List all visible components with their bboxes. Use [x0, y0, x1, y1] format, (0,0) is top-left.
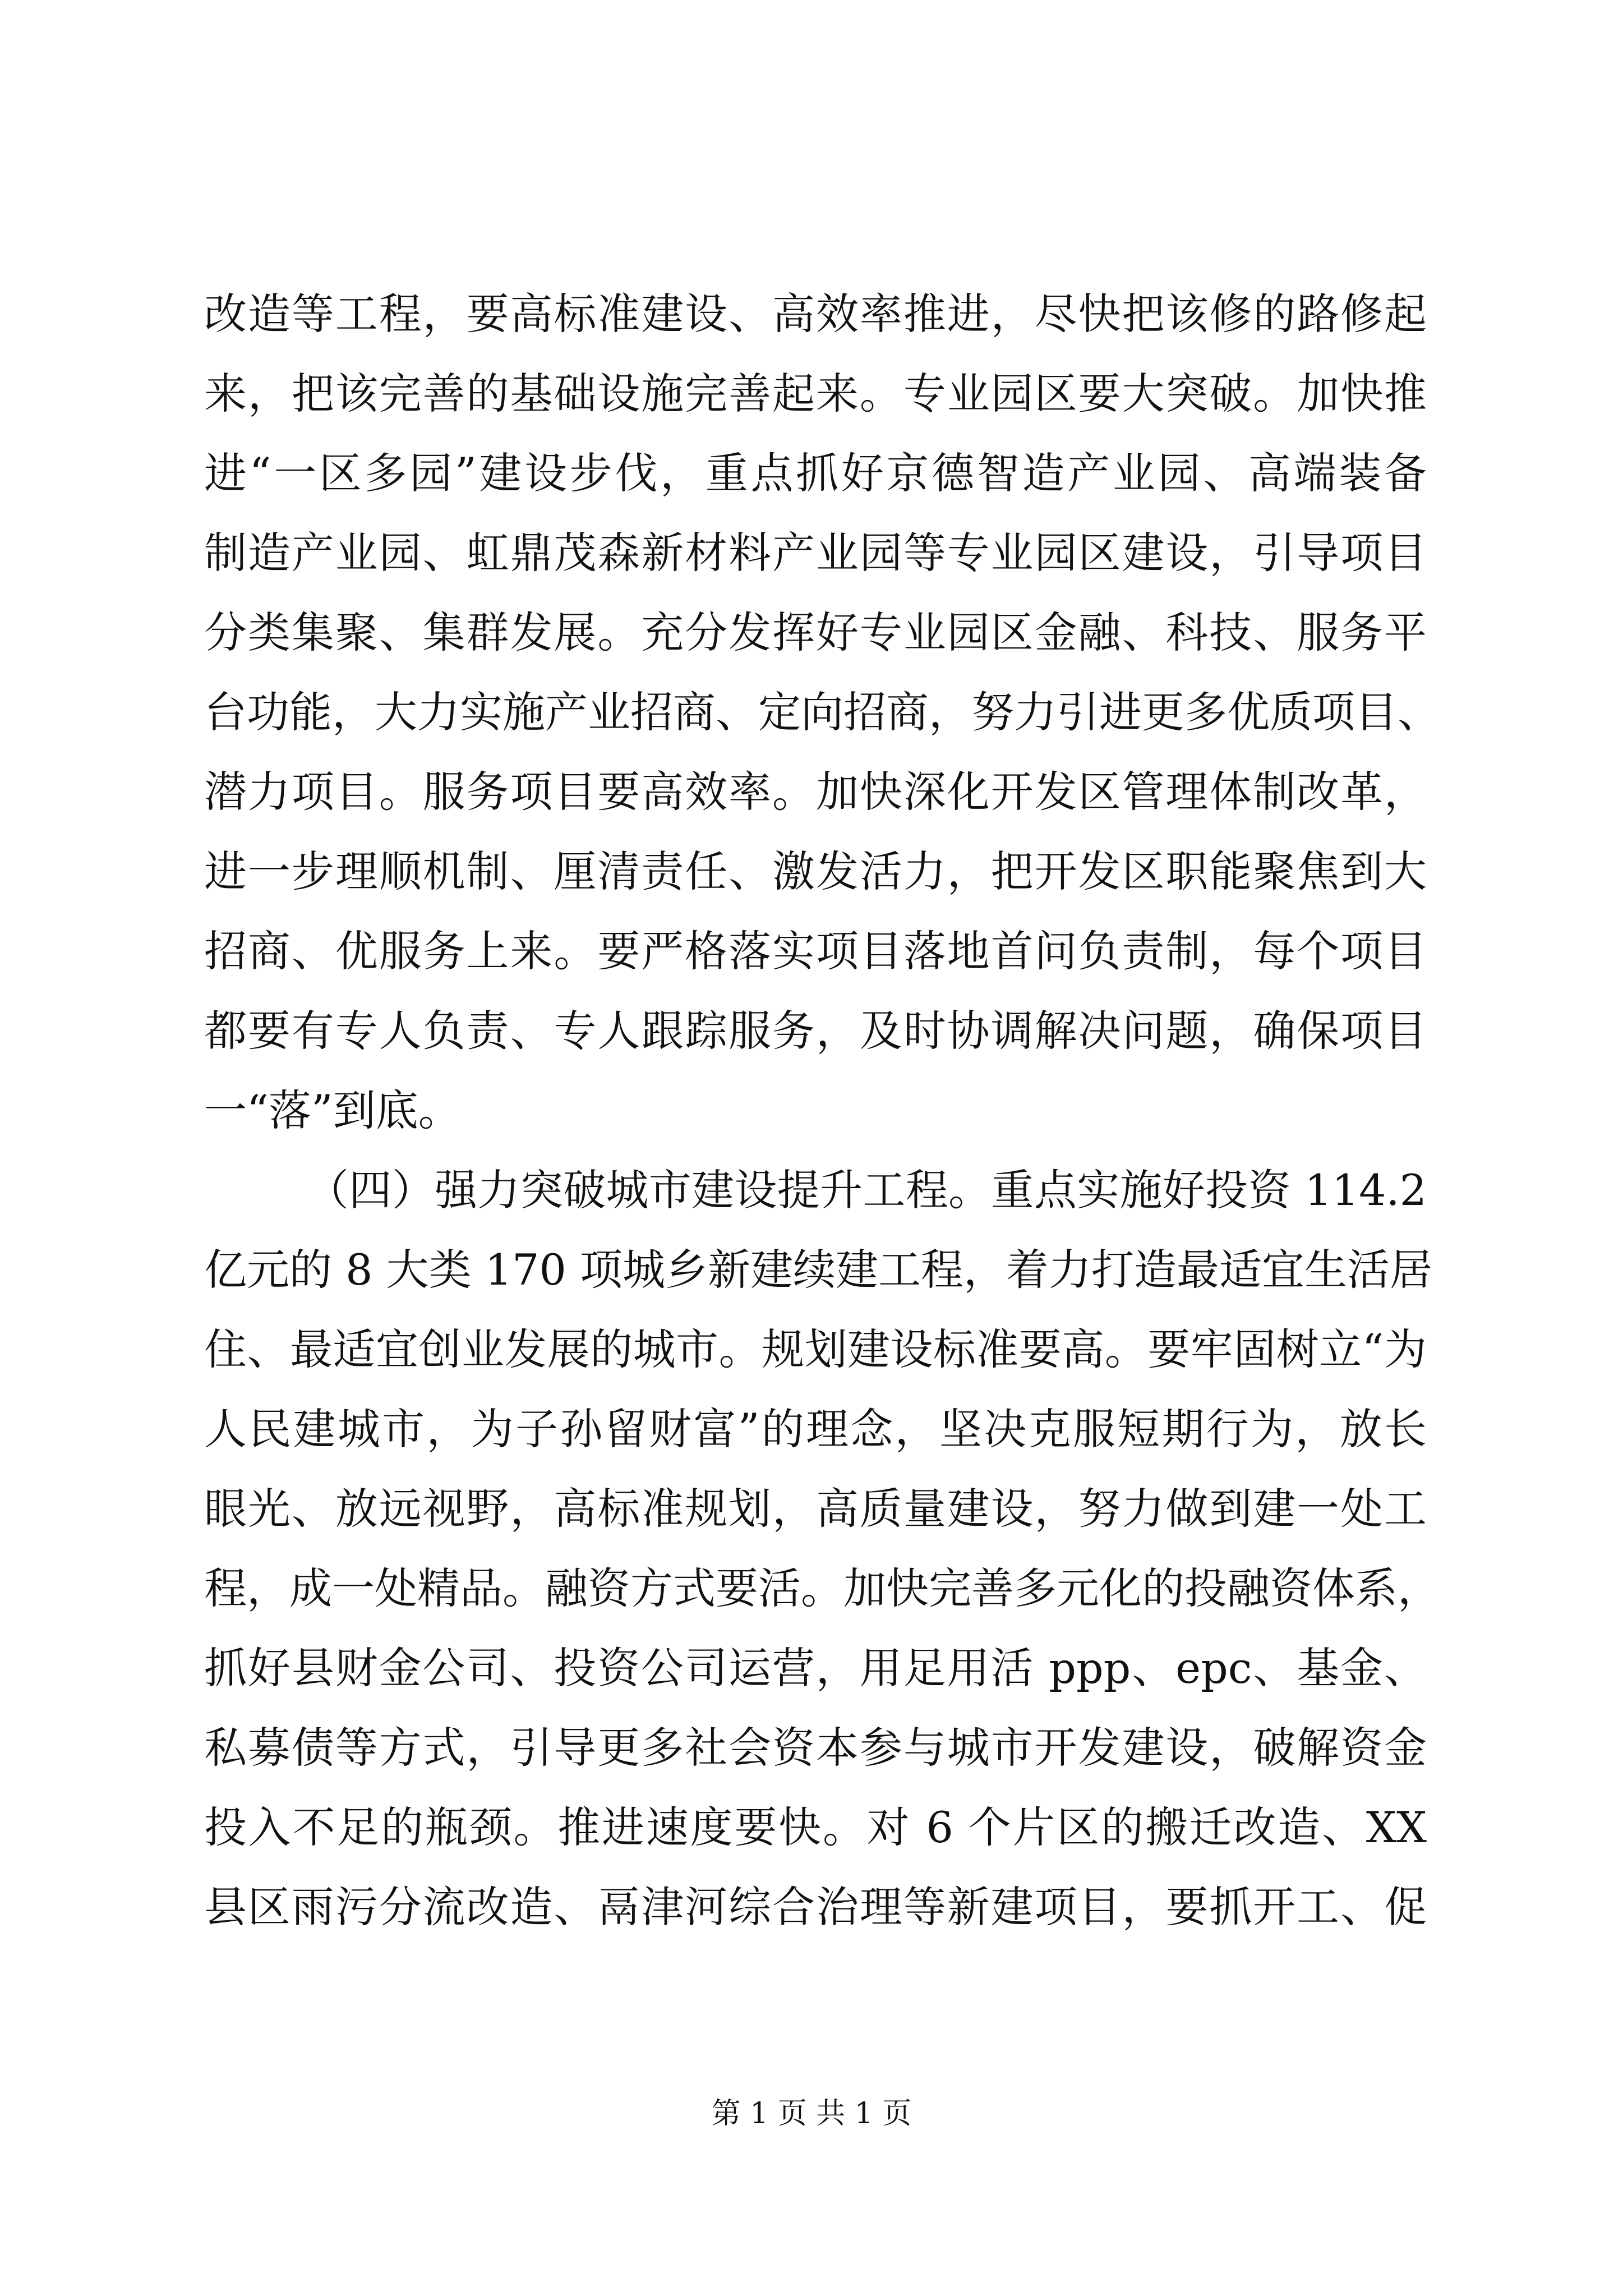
text-line-1: 改造等工程，要高标准建设、高效率推进，尽快把该修的路修起	[204, 289, 1427, 339]
text-line-19: 私募债等方式，引导更多社会资本参与城市开发建设，破解资金	[204, 1723, 1427, 1773]
text-line-14: 住、最适宜创业发展的城市。规划建设标准要高。要牢固树立“为	[204, 1324, 1427, 1374]
page-footer: 第 1 页 共 1 页	[711, 2097, 912, 2131]
text-line-8: 进一步理顺机制、厘清责任、激发活力，把开发区职能聚焦到大	[204, 846, 1427, 896]
text-line-15: 人民建城市，为子孙留财富”的理念，坚决克服短期行为，放长	[204, 1404, 1427, 1454]
text-line-21: 县区雨污分流改造、鬲津河综合治理等新建项目，要抓开工、促	[204, 1882, 1427, 1932]
text-line-18: 抓好县财金公司、投资公司运营，用足用活 ppp、epc、基金、	[204, 1643, 1427, 1693]
text-line-2: 来，把该完善的基础设施完善起来。专业园区要大突破。加快推	[204, 369, 1427, 418]
text-line-20: 投入不足的瓶颈。推进速度要快。对 6 个片区的搬迁改造、XX	[204, 1802, 1427, 1852]
text-line-5: 分类集聚、集群发展。充分发挥好专业园区金融、科技、服务平	[204, 608, 1427, 657]
text-line-7: 潜力项目。服务项目要高效率。加快深化开发区管理体制改革，	[204, 767, 1427, 817]
text-line-4: 制造产业园、虹鼎茂森新材料产业园等专业园区建设，引导项目	[204, 528, 1427, 578]
text-line-13: 亿元的 8 大类 170 项城乡新建续建工程，着力打造最适宜生活居	[204, 1245, 1433, 1295]
text-line-9: 招商、优服务上来。要严格落实项目落地首问负责制，每个项目	[204, 926, 1427, 976]
text-line-3: 进“一区多园”建设步伐，重点抓好京德智造产业园、高端装备	[204, 448, 1427, 498]
section-heading-line: （四）强力突破城市建设提升工程。重点实施好投资 114.2	[306, 1165, 1427, 1215]
text-line-16: 眼光、放远视野，高标准规划，高质量建设，努力做到建一处工	[204, 1484, 1427, 1534]
text-line-17: 程，成一处精品。融资方式要活。加快完善多元化的投融资体系，	[204, 1563, 1440, 1613]
text-line-11: 一“落”到底。	[204, 1085, 461, 1135]
text-line-10: 都要有专人负责、专人跟踪服务，及时协调解决问题，确保项目	[204, 1006, 1427, 1056]
text-line-6: 台功能，大力实施产业招商、定向招商，努力引进更多优质项目、	[204, 687, 1440, 737]
